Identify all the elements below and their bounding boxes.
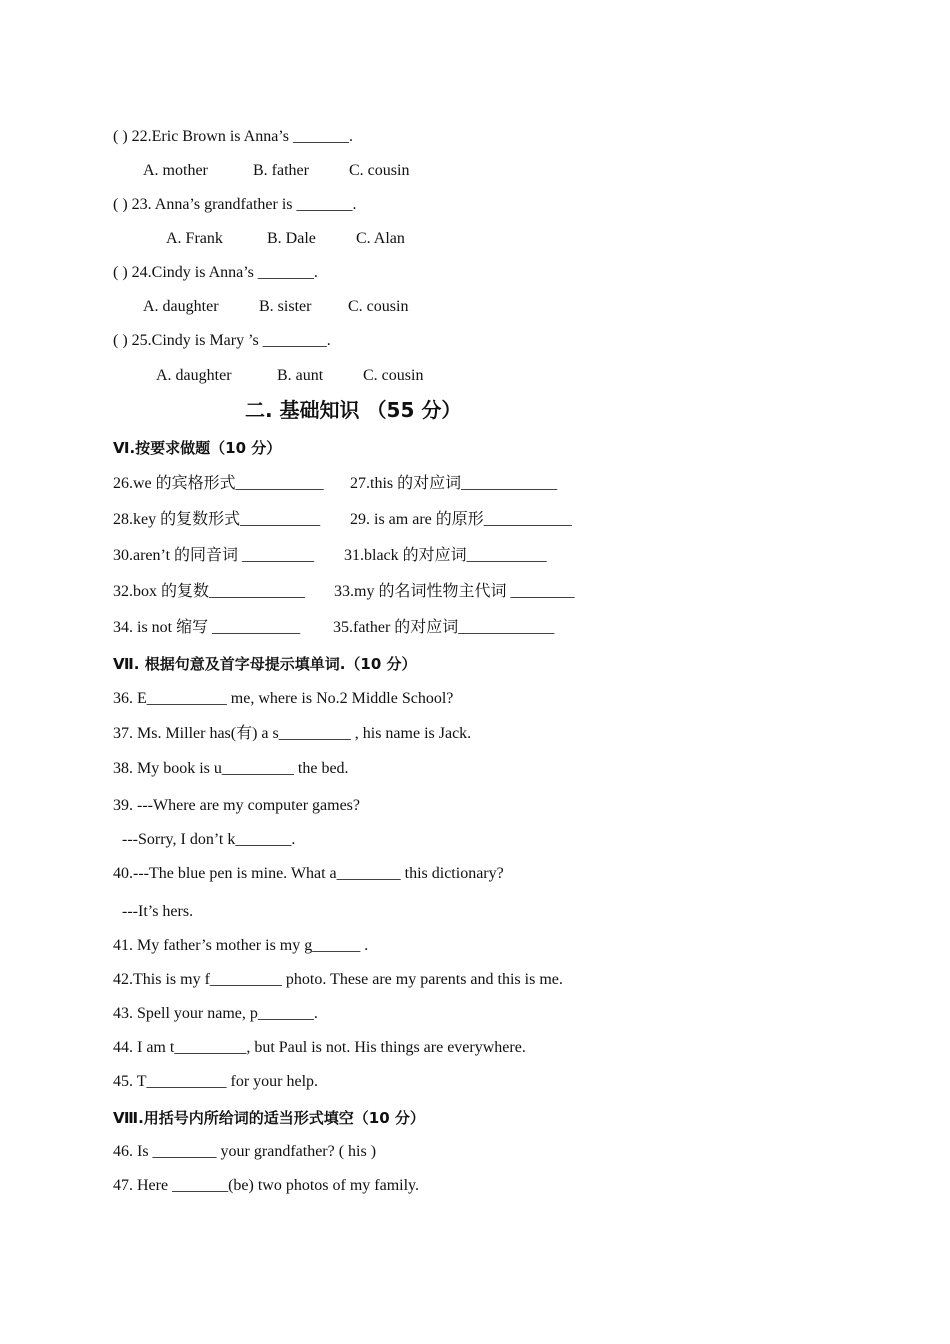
question-25: ( ) 25.Cindy is Mary ’s ________. bbox=[113, 332, 331, 349]
question-47: 47. Here _______(be) two photos of my family. bbox=[113, 1177, 420, 1194]
question-31: 31.black 的对应词__________ bbox=[344, 547, 547, 564]
question-23: ( ) 23. Anna’s grandfather is _______. bbox=[113, 196, 357, 213]
question-28: 28.key 的复数形式__________ bbox=[113, 511, 321, 528]
question-38: 38. My book is u_________ the bed. bbox=[113, 760, 349, 777]
question-43: 43. Spell your name, p_______. bbox=[113, 1005, 318, 1022]
question-24: ( ) 24.Cindy is Anna’s _______. bbox=[113, 264, 318, 281]
question-30: 30.aren’t 的同音词 _________ bbox=[113, 547, 315, 564]
section-2-title: 二. 基础知识 （55 分） bbox=[245, 398, 462, 422]
option-25-a: A. daughter bbox=[156, 367, 232, 384]
question-32: 32.box 的复数____________ bbox=[113, 583, 306, 600]
question-34: 34. is not 缩写 ___________ bbox=[113, 619, 301, 636]
question-39-b: ---Sorry, I don’t k_______. bbox=[122, 831, 296, 848]
option-23-c: C. Alan bbox=[356, 230, 405, 247]
question-41: 41. My father’s mother is my g______ . bbox=[113, 937, 369, 954]
option-23-a: A. Frank bbox=[166, 230, 223, 247]
question-29: 29. is am are 的原形___________ bbox=[350, 511, 572, 528]
option-24-c: C. cousin bbox=[348, 298, 409, 315]
option-25-b: B. aunt bbox=[277, 367, 324, 384]
question-42: 42.This is my f_________ photo. These are my parents and this is me. bbox=[113, 971, 563, 988]
option-24-b: B. sister bbox=[259, 298, 312, 315]
question-46: 46. Is ________ your grandfather? ( his ) bbox=[113, 1143, 377, 1160]
question-40-b: ---It’s hers. bbox=[122, 903, 194, 920]
question-26: 26.we 的宾格形式___________ bbox=[113, 475, 324, 492]
question-39-a: 39. ---Where are my computer games? bbox=[113, 797, 360, 814]
option-22-c: C. cousin bbox=[349, 162, 410, 179]
question-37: 37. Ms. Miller has(有) a s_________ , his name is Jack. bbox=[113, 725, 472, 742]
option-23-b: B. Dale bbox=[267, 230, 316, 247]
option-22-b: B. father bbox=[253, 162, 309, 179]
section-8-title: Ⅷ.用括号内所给词的适当形式填空（10 分） bbox=[113, 1109, 425, 1127]
option-25-c: C. cousin bbox=[363, 367, 424, 384]
question-36: 36. E__________ me, where is No.2 Middle School? bbox=[113, 690, 454, 707]
section-7-title: Ⅶ. 根据句意及首字母提示填单词.（10 分） bbox=[113, 655, 417, 673]
question-27: 27.this 的对应词____________ bbox=[350, 475, 558, 492]
question-44: 44. I am t_________, but Paul is not. His things are everywhere. bbox=[113, 1039, 526, 1056]
question-40-a: 40.---The blue pen is mine. What a________ this dictionary? bbox=[113, 865, 504, 882]
section-6-title: Ⅵ.按要求做题（10 分） bbox=[113, 439, 282, 457]
question-45: 45. T__________ for your help. bbox=[113, 1073, 319, 1090]
question-35: 35.father 的对应词____________ bbox=[333, 619, 555, 636]
question-33: 33.my 的名词性物主代词 ________ bbox=[334, 583, 575, 600]
option-22-a: A. mother bbox=[143, 162, 208, 179]
question-22: ( ) 22.Eric Brown is Anna’s _______. bbox=[113, 128, 353, 145]
option-24-a: A. daughter bbox=[143, 298, 219, 315]
